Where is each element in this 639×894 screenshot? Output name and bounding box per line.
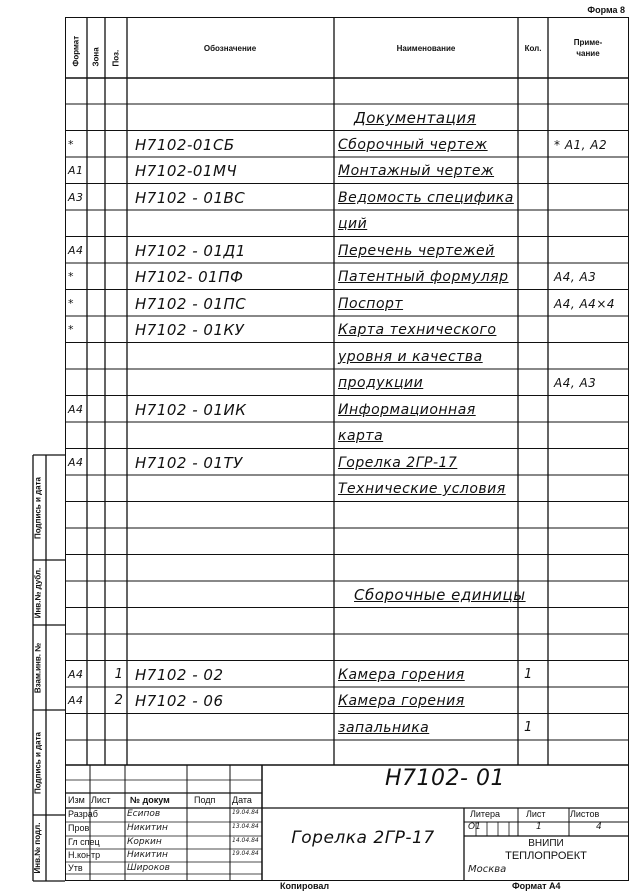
row-name: карта xyxy=(338,428,384,444)
row-format: * xyxy=(68,270,74,283)
col-name-header: Наименование xyxy=(396,44,456,53)
tb-date: Дата xyxy=(232,795,252,805)
row-format: * xyxy=(68,296,74,310)
row-name: уровня и качества xyxy=(338,348,483,365)
row-designation: Н7102 - 01ИК xyxy=(135,400,247,419)
row-format: * xyxy=(68,323,74,336)
row-format: А4 xyxy=(68,667,84,681)
side-label: Подпись и дата xyxy=(33,476,42,539)
row-designation: Н7102 - 01КУ xyxy=(135,321,245,339)
tb-sign-date: 14.04.84 xyxy=(232,837,259,844)
tb-person: Коркин xyxy=(127,837,162,847)
tb-doc: № докум xyxy=(130,795,170,805)
row-designation: Н7102 - 01ПС xyxy=(135,294,247,313)
row-name: запальника xyxy=(338,719,430,736)
tb-sheet-label: Лист xyxy=(526,809,546,819)
row-designation: Н7102-01СБ xyxy=(135,135,235,154)
row-name: продукции xyxy=(338,375,424,391)
row-note: А4, А3 xyxy=(554,270,597,284)
tb-role: Н.контр xyxy=(68,850,101,860)
side-label: Подпись и дата xyxy=(33,731,42,794)
row-note: А4, А4×4 xyxy=(554,296,616,311)
row-position: 2 xyxy=(114,693,124,708)
row-name: Технические условия xyxy=(338,481,506,497)
row-note: * А1, А2 xyxy=(554,137,608,152)
row-name: Горелка 2ГР-17 xyxy=(338,454,458,471)
row-name: Камера горения xyxy=(338,666,465,683)
tb-role: Разраб xyxy=(68,809,98,819)
tb-org-1: ВНИПИ xyxy=(528,838,564,849)
tb-person: Есипов xyxy=(127,809,161,819)
row-position: 1 xyxy=(114,666,124,682)
row-designation: Н7102 - 01Д1 xyxy=(135,241,246,260)
tb-izm: Изм xyxy=(68,795,85,805)
row-designation: Н7102 - 01ТУ xyxy=(135,453,243,472)
footer-copied: Копировал xyxy=(280,881,330,891)
row-designation: Н7102- 01ПФ xyxy=(135,268,244,286)
tb-litera-label: Литера xyxy=(470,809,500,819)
col-note-header: Приме- чание xyxy=(573,38,603,58)
side-label: Взам.инв. № xyxy=(33,642,42,693)
tb-sign: Подп xyxy=(194,795,216,805)
col-pos-header: Поз. xyxy=(111,49,121,67)
row-format: А4 xyxy=(68,402,84,416)
tb-role: Гл спец xyxy=(68,837,100,847)
row-name: Монтажный чертеж xyxy=(338,163,495,179)
tb-sign-date: 19.04.84 xyxy=(232,809,259,816)
footer-format: Формат А4 xyxy=(512,881,561,891)
row-name: Ведомость специфика xyxy=(338,189,514,206)
tb-list: Лист xyxy=(91,795,111,805)
row-note: А4, А3 xyxy=(554,376,597,390)
tb-person: Никитин xyxy=(127,850,168,860)
row-format: А1 xyxy=(68,164,84,177)
row-name: Карта технического xyxy=(338,322,497,338)
tb-city: Москва xyxy=(468,864,507,875)
row-name: Перечень чертежей xyxy=(338,242,495,259)
tb-sign-date: 13.04.84 xyxy=(232,823,259,830)
col-zone-header: Зона xyxy=(91,47,101,67)
doc-number: Н7102- 01 xyxy=(385,766,505,791)
row-format: А4 xyxy=(68,694,84,707)
row-quantity: 1 xyxy=(524,666,533,682)
col-qty-header: Кол. xyxy=(524,44,542,53)
col-designation-header: Обозначение xyxy=(203,44,257,53)
row-quantity: 1 xyxy=(524,719,533,735)
row-format: * xyxy=(68,137,74,151)
product-name: Горелка 2ГР-17 xyxy=(291,828,435,848)
tb-sheets-value: 4 xyxy=(596,822,602,832)
row-name: Информационная xyxy=(338,401,476,418)
form-label: Форма 8 xyxy=(587,5,625,15)
tb-org-2: ТЕПЛОПРОЕКТ xyxy=(505,850,587,862)
tb-role: Утв xyxy=(68,863,83,873)
row-designation: Н7102 - 02 xyxy=(135,665,224,684)
row-designation: Н7102-01МЧ xyxy=(135,162,238,180)
tb-person: Широков xyxy=(127,863,170,873)
tb-sheets-label: Листов xyxy=(570,809,600,819)
row-name: Документация xyxy=(354,109,477,127)
row-name: Поспорт xyxy=(338,295,404,312)
row-name: ций xyxy=(338,216,368,232)
tb-litera-value: О1 xyxy=(468,822,481,832)
tb-role: Пров xyxy=(68,823,90,833)
tb-sheet-value: 1 xyxy=(536,822,542,832)
col-format-header: Формат xyxy=(71,35,81,67)
row-designation: Н7102 - 06 xyxy=(135,692,224,710)
tb-sign-date: 19.04.84 xyxy=(232,850,259,857)
row-name: Сборочные единицы xyxy=(354,586,526,604)
row-format: А3 xyxy=(68,190,84,204)
row-name: Патентный формуляр xyxy=(338,269,509,285)
row-designation: Н7102 - 01ВС xyxy=(135,188,246,207)
row-format: А4 xyxy=(68,243,84,257)
side-label: Инв.№ подл. xyxy=(33,822,42,874)
row-format: А4 xyxy=(68,455,84,469)
row-name: Камера горения xyxy=(338,693,465,709)
row-name: Сборочный чертеж xyxy=(338,136,488,153)
side-label: Инв.№ дубл. xyxy=(33,567,42,618)
tb-person: Никитин xyxy=(127,823,168,833)
